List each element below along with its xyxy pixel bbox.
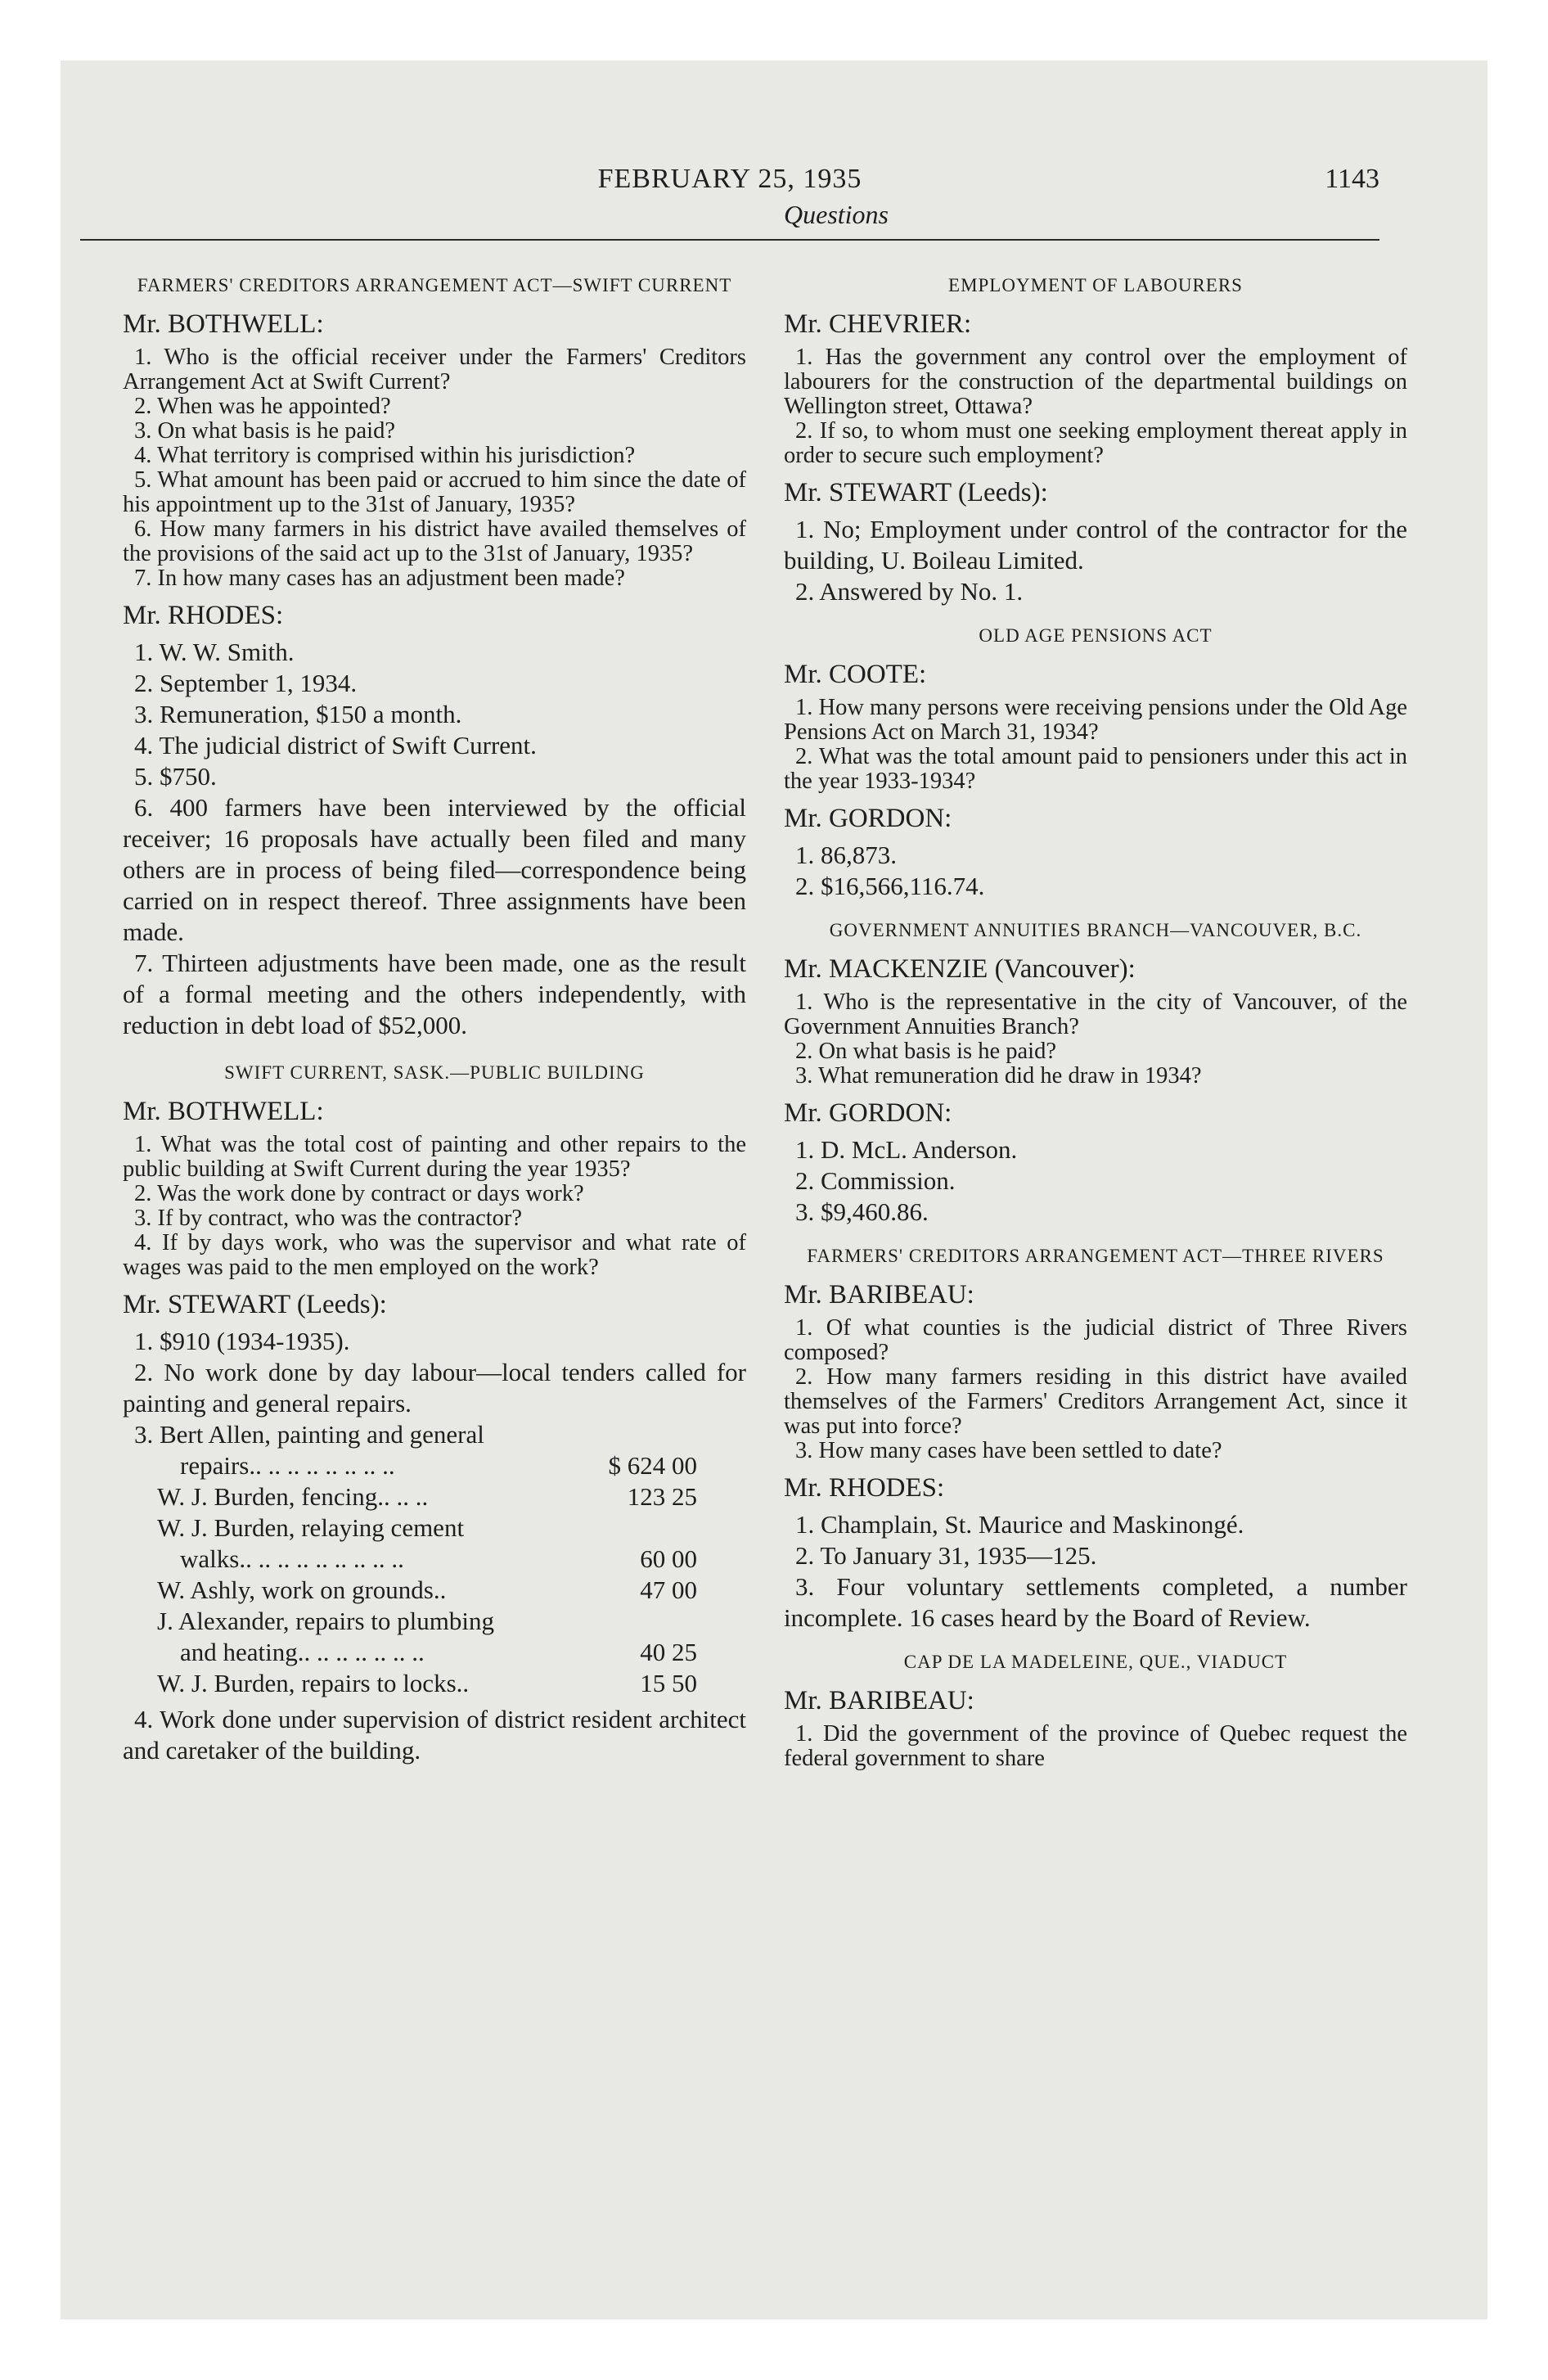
question: 2. What was the total amount paid to pensioners under this act in the year 1933-1934?	[784, 744, 1407, 794]
section-heading: SWIFT CURRENT, SASK.—PUBLIC BUILDING	[224, 1062, 645, 1083]
question: 2. On what basis is he paid?	[795, 1039, 1056, 1064]
section-heading: EMPLOYMENT OF LABOURERS	[948, 275, 1243, 295]
repair-item: W. J. Burden, relaying cement	[157, 1513, 465, 1542]
repair-amount: 60 00	[640, 1544, 697, 1573]
speaker-name: Mr. STEWART (Leeds):	[784, 478, 1048, 507]
left-column	[123, 260, 746, 1766]
speaker-name: Mr. RHODES:	[784, 1473, 945, 1503]
speaker-name: Mr. RHODES:	[123, 601, 284, 630]
question: 1. Of what counties is the judicial district of Three Rivers composed?	[784, 1315, 1407, 1365]
question: 4. If by days work, who was the supervisor and what rate of wages was paid to the men employed on the work?	[123, 1230, 746, 1280]
answer: 2. To January 31, 1935—125.	[795, 1541, 1097, 1570]
repair-line	[123, 1606, 746, 1637]
repair-amount	[583, 1606, 697, 1637]
answer: 1. $910 (1934-1935).	[134, 1327, 350, 1355]
answer: 6. 400 farmers have been interviewed by the official receiver; 16 proposals have actually been filed and many others are in process of being filed—correspondence being carried on in respect thereof. Three assignments have been made.	[123, 793, 746, 946]
question: 3. On what basis is he paid?	[134, 418, 395, 444]
repair-amount: $ 624 00	[608, 1451, 697, 1480]
section-heading: FARMERS' CREDITORS ARRANGEMENT ACT—THREE RIVERS	[807, 1246, 1384, 1266]
answer: 2. Answered by No. 1.	[795, 577, 1024, 606]
repair-item: J. Alexander, repairs to plumbing	[157, 1607, 495, 1635]
repair-item: walks.. .. .. .. .. .. .. .. ..	[180, 1544, 404, 1573]
section-heading: OLD AGE PENSIONS ACT	[979, 625, 1213, 646]
answer: 4. The judicial district of Swift Current.	[134, 731, 537, 760]
repair-item: W. J. Burden, fencing.. .. ..	[157, 1482, 429, 1511]
question: 2. Was the work done by contract or days work?	[134, 1181, 584, 1206]
speaker-name: Mr. GORDON:	[784, 1098, 952, 1128]
repair-line	[123, 1575, 746, 1606]
answer: 2. No work done by day labour—local tenders called for painting and general repairs.	[123, 1358, 746, 1418]
section-heading: GOVERNMENT ANNUITIES BRANCH—VANCOUVER, B.C.	[829, 920, 1362, 940]
answer: 4. Work done under supervision of district resident architect and caretaker of the building.	[123, 1705, 746, 1765]
repair-amount: 123 25	[627, 1482, 697, 1511]
answer: 1. Champlain, St. Maurice and Maskinongé.	[795, 1510, 1244, 1539]
speaker-name: Mr. GORDON:	[784, 804, 952, 833]
repair-line	[123, 1512, 746, 1544]
question: 1. Who is the official receiver under the Farmers' Creditors Arrangement Act at Swift Current?	[123, 345, 746, 394]
question: 4. What territory is comprised within his jurisdiction?	[134, 443, 636, 468]
question: 3. If by contract, who was the contractor?	[134, 1206, 523, 1231]
right-column	[784, 260, 1407, 1771]
answer: 5. $750.	[134, 762, 217, 791]
question: 5. What amount has been paid or accrued to him since the date of his appointment up to the 31st of January, 1935?	[123, 467, 746, 517]
page-number: 1143	[1325, 164, 1379, 194]
question: 1. What was the total cost of painting and other repairs to the public building at Swift Current during the year 1935?	[123, 1132, 746, 1182]
question: 1. Has the government any control over the employment of labourers for the construction of the departmental buildings on Wellington street, Ottawa?	[784, 345, 1407, 419]
answer: 1. No; Employment under control of the contractor for the building, U. Boileau Limited.	[784, 515, 1407, 575]
page-date: FEBRUARY 25, 1935	[597, 164, 862, 194]
speaker-name: Mr. MACKENZIE (Vancouver):	[784, 954, 1136, 984]
question: 3. How many cases have been settled to date?	[795, 1438, 1222, 1463]
question: 2. How many farmers residing in this district have availed themselves of the Farmers' Creditors Arrangement Act, since it was put into force?	[784, 1364, 1407, 1439]
page-header	[80, 100, 1379, 239]
answer: 3. Four voluntary settlements completed, a number incomplete. 16 cases heard by the Board of Review.	[784, 1572, 1407, 1632]
repair-amount: 40 25	[640, 1638, 697, 1666]
repair-item: W. Ashly, work on grounds..	[157, 1575, 447, 1604]
answer: 1. D. McL. Anderson.	[795, 1135, 1018, 1164]
speaker-name: Mr. COOTE:	[784, 660, 927, 689]
speaker-name: Mr. BARIBEAU:	[784, 1686, 974, 1715]
section-heading: FARMERS' CREDITORS ARRANGEMENT ACT—SWIFT CURRENT	[137, 275, 732, 295]
answer: 2. $16,566,116.74.	[795, 872, 985, 900]
repair-line	[123, 1544, 746, 1575]
speaker-name: Mr. STEWART (Leeds):	[123, 1290, 387, 1319]
repair-line	[123, 1450, 746, 1481]
speaker-name: Mr. BARIBEAU:	[784, 1280, 974, 1309]
question: 1. How many persons were receiving pensions under the Old Age Pensions Act on March 31, 1934?	[784, 695, 1407, 745]
answer: 3. $9,460.86.	[795, 1197, 929, 1226]
answer: 2. Commission.	[795, 1166, 956, 1195]
question: 2. If so, to whom must one seeking employment thereat apply in order to secure such employment?	[784, 418, 1407, 468]
speaker-name: Mr. CHEVRIER:	[784, 309, 972, 339]
repair-line	[123, 1637, 746, 1668]
repair-amount	[583, 1512, 697, 1544]
answer: 1. 86,873.	[795, 841, 897, 869]
question: 1. Did the government of the province of Quebec request the federal government to share	[784, 1721, 1407, 1771]
question: 3. What remuneration did he draw in 1934?	[795, 1063, 1202, 1089]
repair-item: and heating.. .. .. .. .. .. ..	[180, 1638, 425, 1666]
repair-line	[123, 1668, 746, 1699]
section-heading: CAP DE LA MADELEINE, QUE., VIADUCT	[903, 1652, 1288, 1672]
repair-amount: 47 00	[640, 1575, 697, 1604]
repair-amount: 15 50	[640, 1669, 697, 1697]
repair-line	[123, 1481, 746, 1512]
question: 6. How many farmers in his district have availed themselves of the provisions of the said act up to the 31st of January, 1935?	[123, 516, 746, 566]
repairs-lead: 3. Bert Allen, painting and general	[134, 1420, 484, 1449]
question: 1. Who is the representative in the city of Vancouver, of the Government Annuities Branch?	[784, 989, 1407, 1039]
header-rule	[80, 239, 1379, 241]
answer: 1. W. W. Smith.	[134, 638, 295, 666]
repair-item: repairs.. .. .. .. .. .. .. ..	[180, 1451, 395, 1480]
speaker-name: Mr. BOTHWELL:	[123, 1097, 324, 1126]
section-title: Questions	[784, 200, 889, 229]
answer: 2. September 1, 1934.	[134, 669, 358, 697]
answer: 3. Remuneration, $150 a month.	[134, 700, 462, 728]
repair-item: W. J. Burden, repairs to locks..	[157, 1669, 470, 1697]
answer: 7. Thirteen adjustments have been made, one as the result of a formal meeting and the others independently, with reduction in debt load of $52,000.	[123, 949, 746, 1039]
question: 7. In how many cases has an adjustment been made?	[134, 566, 625, 591]
speaker-name: Mr. BOTHWELL:	[123, 309, 324, 339]
question: 2. When was he appointed?	[134, 394, 391, 419]
